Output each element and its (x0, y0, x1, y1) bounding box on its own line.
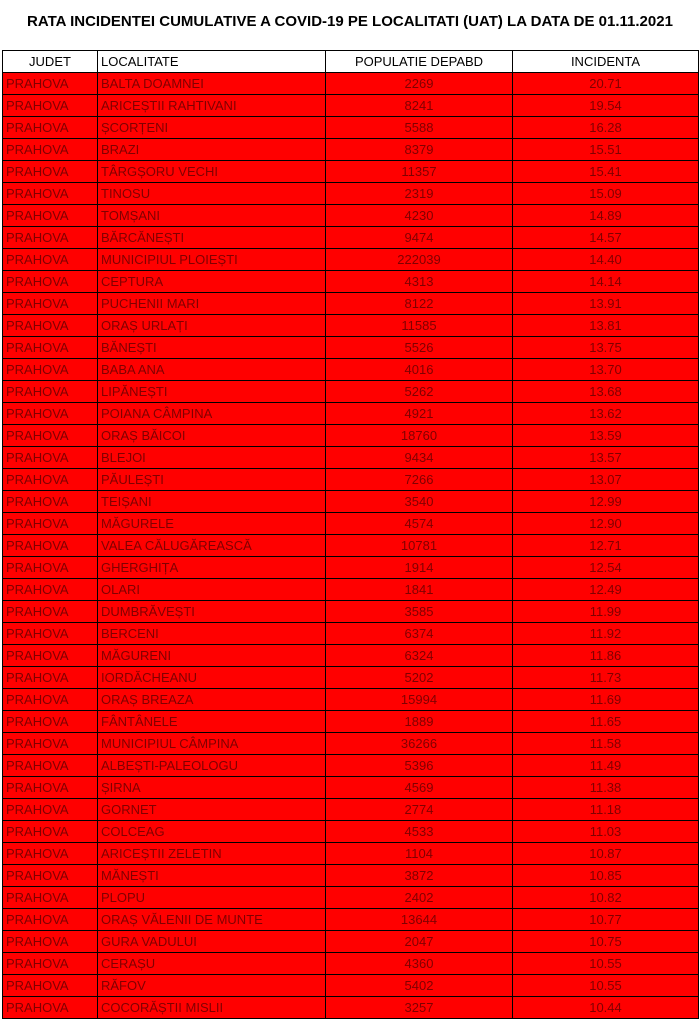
table-row (3, 95, 699, 117)
table-row (3, 227, 699, 249)
table-row (3, 887, 699, 909)
cell-judet: PRAHOVA (3, 359, 98, 380)
table-row (3, 469, 699, 491)
cell-incidenta: 12.54 (513, 557, 699, 578)
cell-judet: PRAHOVA (3, 513, 98, 534)
cell-incidenta: 11.18 (513, 799, 699, 820)
cell-judet: PRAHOVA (3, 381, 98, 402)
cell-localitate: BĂNEȘTI (98, 337, 326, 358)
cell-judet: PRAHOVA (3, 821, 98, 842)
cell-populatie: 4360 (326, 953, 513, 974)
cell-localitate: GORNET (98, 799, 326, 820)
cell-localitate: OLARI (98, 579, 326, 600)
cell-localitate: PUCHENII MARI (98, 293, 326, 314)
cell-populatie: 3872 (326, 865, 513, 886)
cell-localitate: TINOSU (98, 183, 326, 204)
cell-populatie: 2319 (326, 183, 513, 204)
cell-judet: PRAHOVA (3, 645, 98, 666)
table-row (3, 799, 699, 821)
table-row (3, 249, 699, 271)
cell-localitate: MĂNEȘTI (98, 865, 326, 886)
cell-incidenta: 15.09 (513, 183, 699, 204)
cell-localitate: ORAȘ URLAȚI (98, 315, 326, 336)
table-row (3, 667, 699, 689)
table-row (3, 623, 699, 645)
cell-localitate: POIANA CÂMPINA (98, 403, 326, 424)
table-row (3, 447, 699, 469)
table-row (3, 117, 699, 139)
cell-judet: PRAHOVA (3, 733, 98, 754)
cell-populatie: 5588 (326, 117, 513, 138)
cell-incidenta: 13.68 (513, 381, 699, 402)
cell-judet: PRAHOVA (3, 425, 98, 446)
cell-localitate: COLCEAG (98, 821, 326, 842)
cell-populatie: 4574 (326, 513, 513, 534)
cell-populatie: 4313 (326, 271, 513, 292)
cell-localitate: BABA ANA (98, 359, 326, 380)
header-populatie: POPULATIE DEPABD (326, 51, 513, 72)
cell-judet: PRAHOVA (3, 227, 98, 248)
cell-incidenta: 13.70 (513, 359, 699, 380)
cell-populatie: 2774 (326, 799, 513, 820)
cell-incidenta: 12.90 (513, 513, 699, 534)
cell-judet: PRAHOVA (3, 249, 98, 270)
cell-judet: PRAHOVA (3, 601, 98, 622)
table-row (3, 161, 699, 183)
cell-localitate: ORAȘ BREAZA (98, 689, 326, 710)
cell-populatie: 7266 (326, 469, 513, 490)
cell-incidenta: 19.54 (513, 95, 699, 116)
cell-judet: PRAHOVA (3, 535, 98, 556)
cell-judet: PRAHOVA (3, 557, 98, 578)
cell-incidenta: 15.41 (513, 161, 699, 182)
cell-incidenta: 13.57 (513, 447, 699, 468)
table-row (3, 777, 699, 799)
table-row (3, 337, 699, 359)
cell-incidenta: 12.99 (513, 491, 699, 512)
cell-localitate: CEPTURA (98, 271, 326, 292)
cell-judet: PRAHOVA (3, 777, 98, 798)
cell-incidenta: 15.51 (513, 139, 699, 160)
cell-judet: PRAHOVA (3, 403, 98, 424)
cell-judet: PRAHOVA (3, 667, 98, 688)
cell-localitate: VALEA CĂLUGĂREASCĂ (98, 535, 326, 556)
table-row (3, 359, 699, 381)
cell-localitate: ȘIRNA (98, 777, 326, 798)
cell-localitate: MUNICIPIUL CÂMPINA (98, 733, 326, 754)
cell-incidenta: 11.38 (513, 777, 699, 798)
table-row (3, 403, 699, 425)
table-row (3, 425, 699, 447)
cell-populatie: 10781 (326, 535, 513, 556)
cell-localitate: ALBEȘTI-PALEOLOGU (98, 755, 326, 776)
cell-judet: PRAHOVA (3, 865, 98, 886)
table-row (3, 689, 699, 711)
table-row (3, 513, 699, 535)
cell-populatie: 36266 (326, 733, 513, 754)
cell-judet: PRAHOVA (3, 689, 98, 710)
cell-judet: PRAHOVA (3, 205, 98, 226)
cell-localitate: BĂRCĂNEȘTI (98, 227, 326, 248)
cell-populatie: 4533 (326, 821, 513, 842)
cell-localitate: TOMȘANI (98, 205, 326, 226)
cell-judet: PRAHOVA (3, 95, 98, 116)
cell-incidenta: 10.44 (513, 997, 699, 1018)
cell-judet: PRAHOVA (3, 997, 98, 1018)
table-row (3, 645, 699, 667)
cell-incidenta: 14.40 (513, 249, 699, 270)
table-row (3, 821, 699, 843)
header-localitate: LOCALITATE (98, 51, 326, 72)
table-row (3, 183, 699, 205)
page-title: RATA INCIDENTEI CUMULATIVE A COVID-19 PE LOCALITATI (UAT) LA DATA DE 01.11.2021 (27, 13, 673, 30)
cell-populatie: 1914 (326, 557, 513, 578)
cell-judet: PRAHOVA (3, 139, 98, 160)
cell-localitate: BRAZI (98, 139, 326, 160)
cell-judet: PRAHOVA (3, 953, 98, 974)
table-row (3, 865, 699, 887)
cell-incidenta: 13.81 (513, 315, 699, 336)
cell-incidenta: 11.03 (513, 821, 699, 842)
cell-judet: PRAHOVA (3, 117, 98, 138)
cell-populatie: 18760 (326, 425, 513, 446)
cell-localitate: ORAȘ BĂICOI (98, 425, 326, 446)
cell-localitate: RĂFOV (98, 975, 326, 996)
table-row (3, 557, 699, 579)
cell-incidenta: 11.58 (513, 733, 699, 754)
table-row (3, 205, 699, 227)
cell-localitate: ȘCORȚENI (98, 117, 326, 138)
cell-judet: PRAHOVA (3, 799, 98, 820)
cell-populatie: 4569 (326, 777, 513, 798)
cell-judet: PRAHOVA (3, 161, 98, 182)
cell-localitate: BLEJOI (98, 447, 326, 468)
cell-populatie: 1889 (326, 711, 513, 732)
cell-judet: PRAHOVA (3, 909, 98, 930)
cell-localitate: ORAȘ VĂLENII DE MUNTE (98, 909, 326, 930)
cell-judet: PRAHOVA (3, 183, 98, 204)
cell-populatie: 3257 (326, 997, 513, 1018)
cell-judet: PRAHOVA (3, 711, 98, 732)
cell-localitate: TÂRGȘORU VECHI (98, 161, 326, 182)
cell-incidenta: 10.77 (513, 909, 699, 930)
cell-populatie: 11585 (326, 315, 513, 336)
cell-judet: PRAHOVA (3, 887, 98, 908)
cell-incidenta: 13.91 (513, 293, 699, 314)
table-row (3, 997, 699, 1019)
cell-judet: PRAHOVA (3, 337, 98, 358)
cell-incidenta: 13.59 (513, 425, 699, 446)
cell-localitate: TEIȘANI (98, 491, 326, 512)
table-row (3, 491, 699, 513)
table-row (3, 535, 699, 557)
table-row (3, 755, 699, 777)
table-row (3, 975, 699, 997)
cell-incidenta: 11.92 (513, 623, 699, 644)
header-judet: JUDET (3, 51, 98, 72)
cell-localitate: DUMBRĂVEȘTI (98, 601, 326, 622)
cell-judet: PRAHOVA (3, 315, 98, 336)
cell-judet: PRAHOVA (3, 271, 98, 292)
cell-incidenta: 11.49 (513, 755, 699, 776)
cell-localitate: BALTA DOAMNEI (98, 73, 326, 94)
cell-judet: PRAHOVA (3, 931, 98, 952)
cell-incidenta: 12.71 (513, 535, 699, 556)
cell-incidenta: 11.86 (513, 645, 699, 666)
cell-populatie: 1104 (326, 843, 513, 864)
cell-incidenta: 12.49 (513, 579, 699, 600)
cell-populatie: 2047 (326, 931, 513, 952)
cell-localitate: IORDĂCHEANU (98, 667, 326, 688)
cell-incidenta: 14.57 (513, 227, 699, 248)
cell-incidenta: 14.14 (513, 271, 699, 292)
cell-judet: PRAHOVA (3, 293, 98, 314)
cell-incidenta: 11.73 (513, 667, 699, 688)
cell-populatie: 9474 (326, 227, 513, 248)
cell-populatie: 8122 (326, 293, 513, 314)
cell-judet: PRAHOVA (3, 755, 98, 776)
cell-judet: PRAHOVA (3, 447, 98, 468)
cell-localitate: MĂGURELE (98, 513, 326, 534)
cell-incidenta: 11.69 (513, 689, 699, 710)
cell-populatie: 5526 (326, 337, 513, 358)
cell-populatie: 5262 (326, 381, 513, 402)
table-row (3, 381, 699, 403)
cell-incidenta: 10.55 (513, 975, 699, 996)
cell-incidenta: 20.71 (513, 73, 699, 94)
table-row (3, 293, 699, 315)
cell-incidenta: 11.99 (513, 601, 699, 622)
header-incidenta: INCIDENTA (513, 51, 699, 72)
cell-incidenta: 10.87 (513, 843, 699, 864)
cell-populatie: 6374 (326, 623, 513, 644)
cell-populatie: 2402 (326, 887, 513, 908)
cell-localitate: GHERGHIȚA (98, 557, 326, 578)
table-row (3, 733, 699, 755)
cell-incidenta: 13.75 (513, 337, 699, 358)
cell-localitate: GURA VADULUI (98, 931, 326, 952)
cell-localitate: MĂGURENI (98, 645, 326, 666)
table-row (3, 139, 699, 161)
cell-populatie: 4016 (326, 359, 513, 380)
cell-judet: PRAHOVA (3, 579, 98, 600)
cell-populatie: 3540 (326, 491, 513, 512)
cell-populatie: 4230 (326, 205, 513, 226)
cell-incidenta: 10.85 (513, 865, 699, 886)
incidence-table (2, 50, 699, 1019)
cell-localitate: ARICEȘTII RAHTIVANI (98, 95, 326, 116)
cell-judet: PRAHOVA (3, 843, 98, 864)
cell-populatie: 3585 (326, 601, 513, 622)
cell-populatie: 11357 (326, 161, 513, 182)
cell-populatie: 15994 (326, 689, 513, 710)
cell-populatie: 8241 (326, 95, 513, 116)
cell-localitate: BERCENI (98, 623, 326, 644)
cell-incidenta: 14.89 (513, 205, 699, 226)
cell-judet: PRAHOVA (3, 623, 98, 644)
table-row (3, 315, 699, 337)
cell-localitate: CERAȘU (98, 953, 326, 974)
table-row (3, 579, 699, 601)
cell-populatie: 5396 (326, 755, 513, 776)
cell-incidenta: 10.82 (513, 887, 699, 908)
cell-populatie: 5402 (326, 975, 513, 996)
cell-incidenta: 16.28 (513, 117, 699, 138)
cell-populatie: 4921 (326, 403, 513, 424)
cell-incidenta: 13.07 (513, 469, 699, 490)
table-row (3, 843, 699, 865)
cell-populatie: 5202 (326, 667, 513, 688)
cell-localitate: PLOPU (98, 887, 326, 908)
cell-localitate: ARICEȘTII ZELETIN (98, 843, 326, 864)
cell-populatie: 13644 (326, 909, 513, 930)
cell-judet: PRAHOVA (3, 975, 98, 996)
table-row (3, 909, 699, 931)
table-row (3, 953, 699, 975)
cell-localitate: COCORĂȘTII MISLII (98, 997, 326, 1018)
table-row (3, 73, 699, 95)
table-row (3, 931, 699, 953)
cell-incidenta: 13.62 (513, 403, 699, 424)
cell-localitate: PĂULEȘTI (98, 469, 326, 490)
table-header-row (3, 51, 699, 73)
cell-judet: PRAHOVA (3, 73, 98, 94)
cell-populatie: 8379 (326, 139, 513, 160)
table-row (3, 271, 699, 293)
cell-populatie: 222039 (326, 249, 513, 270)
cell-localitate: MUNICIPIUL PLOIEȘTI (98, 249, 326, 270)
cell-judet: PRAHOVA (3, 491, 98, 512)
cell-incidenta: 10.55 (513, 953, 699, 974)
table-row (3, 711, 699, 733)
table-row (3, 601, 699, 623)
cell-populatie: 1841 (326, 579, 513, 600)
cell-incidenta: 10.75 (513, 931, 699, 952)
cell-localitate: LIPĂNEȘTI (98, 381, 326, 402)
cell-populatie: 6324 (326, 645, 513, 666)
cell-incidenta: 11.65 (513, 711, 699, 732)
cell-populatie: 2269 (326, 73, 513, 94)
cell-localitate: FÂNTÂNELE (98, 711, 326, 732)
cell-populatie: 9434 (326, 447, 513, 468)
cell-judet: PRAHOVA (3, 469, 98, 490)
